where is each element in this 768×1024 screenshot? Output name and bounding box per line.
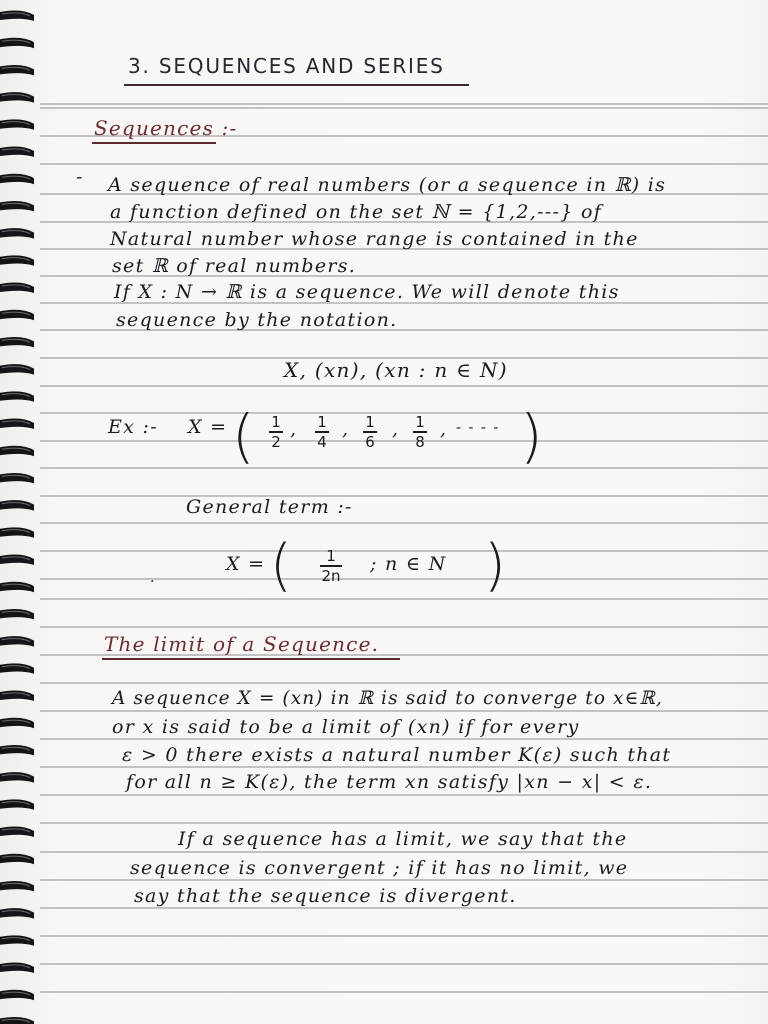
notation-formula: X, (xn), (xn : n ∈ N) [284,358,508,382]
example-lhs: X = [188,416,228,438]
bullet-dash: - [76,166,84,188]
ellipsis: - - - - [456,418,500,436]
comma: , [440,418,448,440]
section-heading-limit: The limit of a Sequence. [104,632,380,656]
comma: , [392,418,400,440]
example-close-paren: ) [520,402,543,470]
conclusion-line-3: say that the sequence is divergent. [134,885,517,907]
comma: , [342,418,350,440]
definition-line-1: A sequence of real numbers (or a sequence in ℝ) is [108,174,667,196]
definition-line-4: set ℝ of real numbers. [112,255,357,277]
definition-line-5: If X : N → ℝ is a sequence. We will denote this [114,281,620,303]
heading-underline [92,142,216,144]
spiral-binding-icon [0,0,60,1024]
comma: , [290,418,298,440]
definition-line-3: Natural number whose range is contained in the [110,228,639,250]
general-lhs: X = [226,553,266,575]
heading-underline [102,658,400,660]
limit-line-3: ε > 0 there exists a natural number K(ε) such that [122,744,672,766]
fraction-1-6: 1 6 [360,414,380,451]
conclusion-line-1: If a sequence has a limit, we say that the [178,828,628,850]
limit-line-1: A sequence X = (xn) in ℝ is said to converge to x∈ℝ, [112,688,663,709]
stray-dot: . [150,570,156,586]
general-tail: ; n ∈ N [370,553,447,575]
fraction-1-8: 1 8 [410,414,430,451]
example-label: Ex :- [108,416,158,438]
limit-line-4: for all n ≥ K(ε), the term xn satisfy |xn − x| < ε. [126,771,653,793]
section-heading-sequences: Sequences :- [94,116,238,140]
general-close-paren: ) [484,533,506,598]
example-open-paren: ( [232,402,255,470]
general-term-label: General term :- [186,496,353,518]
fraction-1-2: 1 2 [266,414,286,451]
fraction-1-4: 1 4 [312,414,332,451]
definition-line-6: sequence by the notation. [116,309,398,331]
definition-line-2: a function defined on the set ℕ = {1,2,---} of [110,201,603,223]
general-fraction: 1 2n [321,547,341,585]
limit-line-2: or x is said to be a limit of (xn) if for every [112,716,580,738]
spiral-ring [0,1017,34,1024]
general-open-paren: ( [270,533,292,598]
page-title: 3. SEQUENCES AND SERIES [128,54,445,78]
title-underline [124,84,469,86]
conclusion-line-2: sequence is convergent ; if it has no limit, we [130,857,629,879]
